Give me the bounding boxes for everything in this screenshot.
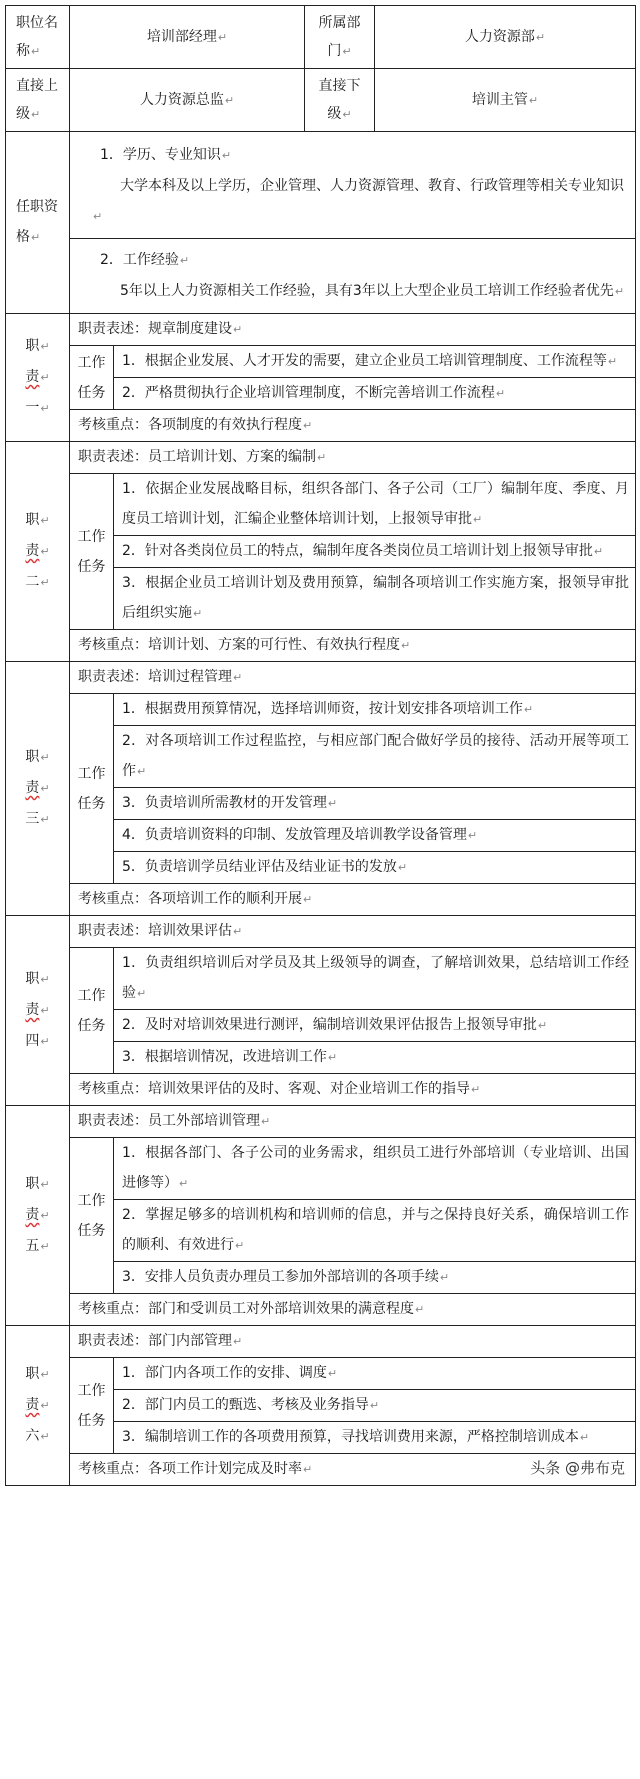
task-text: 1．依据企业发展战略目标，组织各部门、各子公司（工厂）编制年度、季度、月度员工培训计划，汇编企业整体培训计划，上报领导审批 <box>122 481 629 527</box>
task-text: 1．根据费用预算情况，选择培训师资，按计划安排各项培训工作 <box>122 701 523 717</box>
task-cell: 2．部门内员工的甄选、考核及业务指导↵ <box>114 1390 636 1422</box>
duty-desc-prefix: 职责表述： <box>78 923 148 939</box>
duty-focus-cell: 考核重点：各项工作计划完成及时率↵ <box>70 1454 636 1486</box>
duty-desc-cell: 职责表述：员工培训计划、方案的编制↵ <box>70 442 636 474</box>
watermark: 头条 @弗布克 <box>530 1459 625 1477</box>
duty-focus-text: 各项制度的有效执行程度 <box>148 417 302 433</box>
duty-focus-cell: 考核重点：各项培训工作的顺利开展↵ <box>70 884 636 916</box>
task-text: 2．掌握足够多的培训机构和培训师的信息，并与之保持良好关系，确保培训工作的顺利、有效进行 <box>122 1207 629 1253</box>
task-row <box>6 694 636 726</box>
duty-desc-cell: 职责表述：规章制度建设↵ <box>70 314 636 346</box>
duty-focus-cell: 考核重点：部门和受训员工对外部培训效果的满意程度↵ <box>70 1294 636 1326</box>
task-label-text: 工作任务 <box>77 765 106 812</box>
duty-focus-cell: 考核重点：各项制度的有效执行程度↵ <box>70 410 636 442</box>
job-description-document <box>5 5 635 1486</box>
subordinate-label-cell: 直接下级↵ <box>305 69 375 132</box>
duty-label-text: 六 <box>25 1428 40 1444</box>
duty-label-char: 一↵ <box>25 400 50 416</box>
task-cell: 3．根据企业员工培训计划及费用预算，编制各项培训工作实施方案，报领导审批后组织实施↵ <box>114 568 636 630</box>
task-label-cell <box>70 1138 114 1294</box>
duty-label-char: 六↵ <box>25 1428 50 1444</box>
duty-label-cell <box>6 314 70 442</box>
task-text: 5．负责培训学员结业评估及结业证书的发放 <box>122 859 397 875</box>
duty-desc-prefix: 职责表述： <box>78 1333 148 1349</box>
task-cell: 1．负责组织培训后对学员及其上级领导的调查，了解培训效果，总结培训工作经验↵ <box>114 948 636 1010</box>
duty-label-text: 责 <box>25 543 40 559</box>
duty-label-char: 五↵ <box>25 1238 50 1254</box>
task-cell: 2．针对各类岗位员工的特点，编制年度各类岗位员工培训计划上报领导审批↵ <box>114 536 636 568</box>
duty-label-text: 二 <box>25 574 40 590</box>
qualification-row-experience <box>6 239 636 314</box>
duty-label-text: 四 <box>25 1033 40 1049</box>
duty-focus-row <box>6 884 636 916</box>
task-text: 1．根据各部门、各子公司的业务需求，组织员工进行外部培训（专业培训、出国进修等） <box>122 1145 629 1191</box>
task-cell: 1．部门内各项工作的安排、调度↵ <box>114 1358 636 1390</box>
duty-focus-text: 培训效果评估的及时、客观、对企业培训工作的指导 <box>148 1081 470 1097</box>
task-text: 4．负责培训资料的印制、发放管理及培训教学设备管理 <box>122 827 467 843</box>
duty-label-text: 三 <box>25 811 40 827</box>
header-row-position <box>6 6 636 69</box>
duty-focus-prefix: 考核重点： <box>78 1081 148 1097</box>
duty-label-text: 责 <box>25 1207 40 1223</box>
task-label-text: 工作任务 <box>77 987 106 1034</box>
duty-focus-prefix: 考核重点： <box>78 637 148 653</box>
task-cell: 1．根据企业发展、人才开发的需要，建立企业员工培训管理制度、工作流程等↵ <box>114 346 636 378</box>
duty-label-char: 职↵ <box>25 971 50 987</box>
header-row-superior <box>6 69 636 132</box>
duty-focus-cell: 考核重点：培训效果评估的及时、客观、对企业培训工作的指导↵ <box>70 1074 636 1106</box>
task-cell: 3．负责培训所需教材的开发管理↵ <box>114 788 636 820</box>
duty-desc-row <box>6 916 636 948</box>
task-cell: 1．根据费用预算情况，选择培训师资，按计划安排各项培训工作↵ <box>114 694 636 726</box>
duty-label-char: 责↵ <box>25 1002 50 1018</box>
duty-label-text: 职 <box>25 338 40 354</box>
duty-label-cell <box>6 442 70 662</box>
duty-focus-row <box>6 630 636 662</box>
task-label-text: 工作任务 <box>77 1192 106 1239</box>
duty-label-text: 职 <box>25 749 40 765</box>
experience-text: 5年以上人力资源相关工作经验，具有3年以上大型企业员工培训工作经验者优先↵ <box>120 283 625 299</box>
education-text: 大学本科及以上学历，企业管理、人力资源管理、教育、行政管理等相关专业知识↵ <box>93 178 624 223</box>
task-label-cell <box>70 948 114 1074</box>
task-text: 2．对各项培训工作过程监控，与相应部门配合做好学员的接待、活动开展等项工作 <box>122 733 629 779</box>
subordinate-value-cell: 培训主管↵ <box>375 69 636 132</box>
duty-label-char: 职↵ <box>25 338 50 354</box>
superior-label-cell: 直接上级↵ <box>6 69 70 132</box>
position-value-cell: 培训部经理↵ <box>70 6 305 69</box>
task-label-cell <box>70 346 114 410</box>
task-cell: 1．根据各部门、各子公司的业务需求，组织员工进行外部培训（专业培训、出国进修等）↵ <box>114 1138 636 1200</box>
dept-label-cell: 所属部门↵ <box>305 6 375 69</box>
task-cell: 4．负责培训资料的印制、发放管理及培训教学设备管理↵ <box>114 820 636 852</box>
task-label-cell <box>70 694 114 884</box>
duty-label-text: 责 <box>25 1002 40 1018</box>
task-label-cell <box>70 474 114 630</box>
duty-focus-row <box>6 1074 636 1106</box>
qualification-row-education <box>6 132 636 239</box>
duty-desc-prefix: 职责表述： <box>78 1113 148 1129</box>
duty-desc-row <box>6 1326 636 1358</box>
duty-desc-prefix: 职责表述： <box>78 669 148 685</box>
duty-desc-row <box>6 1106 636 1138</box>
task-cell: 1．依据企业发展战略目标，组织各部门、各子公司（工厂）编制年度、季度、月度员工培训计划，汇编企业整体培训计划，上报领导审批↵ <box>114 474 636 536</box>
duty-desc-row <box>6 314 636 346</box>
duty-label-char: 职↵ <box>25 749 50 765</box>
duty-desc-row <box>6 442 636 474</box>
duty-desc-text: 部门内部管理 <box>148 1333 232 1349</box>
duty-focus-prefix: 考核重点： <box>78 417 148 433</box>
experience-title: 2．工作经验↵ <box>100 252 190 268</box>
duty-focus-row <box>6 1294 636 1326</box>
duty-label-char: 职↵ <box>25 1366 50 1382</box>
duty-label-char: 四↵ <box>25 1033 50 1049</box>
task-cell: 3．编制培训工作的各项费用预算，寻找培训费用来源，严格控制培训成本↵ <box>114 1422 636 1454</box>
duty-label-cell <box>6 1326 70 1486</box>
duty-focus-text: 培训计划、方案的可行性、有效执行程度 <box>148 637 400 653</box>
task-row <box>6 1138 636 1200</box>
task-label-cell <box>70 1358 114 1454</box>
duty-label-char: 职↵ <box>25 512 50 528</box>
duty-desc-prefix: 职责表述： <box>78 321 148 337</box>
task-text: 2．及时对培训效果进行测评，编制培训效果评估报告上报领导审批 <box>122 1017 537 1033</box>
duty-desc-cell: 职责表述：员工外部培训管理↵ <box>70 1106 636 1138</box>
duty-desc-prefix: 职责表述： <box>78 449 148 465</box>
duty-label-text: 职 <box>25 512 40 528</box>
task-text: 2．部门内员工的甄选、考核及业务指导 <box>122 1397 369 1413</box>
task-text: 1．根据企业发展、人才开发的需要，建立企业员工培训管理制度、工作流程等 <box>122 353 607 369</box>
task-cell: 2．掌握足够多的培训机构和培训师的信息，并与之保持良好关系，确保培训工作的顺利、有效进行↵ <box>114 1200 636 1262</box>
duty-focus-text: 部门和受训员工对外部培训效果的满意程度 <box>148 1301 414 1317</box>
task-cell: 2．严格贯彻执行企业培训管理制度，不断完善培训工作流程↵ <box>114 378 636 410</box>
duty-label-cell <box>6 662 70 916</box>
task-cell: 3．根据培训情况，改进培训工作↵ <box>114 1042 636 1074</box>
task-cell: 5．负责培训学员结业评估及结业证书的发放↵ <box>114 852 636 884</box>
task-text: 2．严格贯彻执行企业培训管理制度，不断完善培训工作流程 <box>122 385 495 401</box>
duty-focus-prefix: 考核重点： <box>78 891 148 907</box>
duty-label-char: 责↵ <box>25 543 50 559</box>
duty-desc-cell: 职责表述：培训效果评估↵ <box>70 916 636 948</box>
task-text: 3．根据企业员工培训计划及费用预算，编制各项培训工作实施方案，报领导审批后组织实施 <box>122 575 629 621</box>
education-title: 1．学历、专业知识↵ <box>100 147 232 163</box>
duty-label-char: 责↵ <box>25 1397 50 1413</box>
task-text: 2．针对各类岗位员工的特点，编制年度各类岗位员工培训计划上报领导审批 <box>122 543 593 559</box>
duty-focus-prefix: 考核重点： <box>78 1301 148 1317</box>
duty-label-char: 二↵ <box>25 574 50 590</box>
duty-label-char: 责↵ <box>25 1207 50 1223</box>
duty-focus-row <box>6 410 636 442</box>
duty-label-text: 职 <box>25 1366 40 1382</box>
duty-label-char: 责↵ <box>25 780 50 796</box>
duty-desc-text: 培训效果评估 <box>148 923 232 939</box>
qualification-label-cell: 任职资格↵ <box>6 132 70 314</box>
position-label-cell: 职位名称↵ <box>6 6 70 69</box>
task-text: 3．负责培训所需教材的开发管理 <box>122 795 327 811</box>
duty-desc-text: 员工培训计划、方案的编制 <box>148 449 316 465</box>
duty-desc-cell: 职责表述：部门内部管理↵ <box>70 1326 636 1358</box>
education-cell <box>70 132 636 239</box>
duty-desc-text: 培训过程管理 <box>148 669 232 685</box>
duty-label-text: 职 <box>25 971 40 987</box>
superior-value-cell: 人力资源总监↵ <box>70 69 305 132</box>
duty-desc-row <box>6 662 636 694</box>
duty-label-text: 责 <box>25 780 40 796</box>
duty-focus-text: 各项培训工作的顺利开展 <box>148 891 302 907</box>
task-text: 1．部门内各项工作的安排、调度 <box>122 1365 327 1381</box>
task-row <box>6 474 636 536</box>
task-row <box>6 1358 636 1390</box>
duty-focus-cell: 考核重点：培训计划、方案的可行性、有效执行程度↵ <box>70 630 636 662</box>
duty-label-text: 一 <box>25 400 40 416</box>
duty-label-char: 责↵ <box>25 369 50 385</box>
task-cell: 2．对各项培训工作过程监控，与相应部门配合做好学员的接待、活动开展等项工作↵ <box>114 726 636 788</box>
duty-label-text: 责 <box>25 369 40 385</box>
duty-label-cell <box>6 916 70 1106</box>
duty-focus-text: 各项工作计划完成及时率 <box>148 1461 302 1477</box>
duty-label-text: 责 <box>25 1397 40 1413</box>
duty-desc-cell: 职责表述：培训过程管理↵ <box>70 662 636 694</box>
job-description-table <box>5 5 636 1486</box>
task-row <box>6 346 636 378</box>
duty-label-cell <box>6 1106 70 1326</box>
duty-focus-prefix: 考核重点： <box>78 1461 148 1477</box>
duty-label-text: 职 <box>25 1176 40 1192</box>
task-text: 3．编制培训工作的各项费用预算，寻找培训费用来源，严格控制培训成本 <box>122 1429 579 1445</box>
duty-desc-text: 员工外部培训管理 <box>148 1113 260 1129</box>
task-cell: 3．安排人员负责办理员工参加外部培训的各项手续↵ <box>114 1262 636 1294</box>
task-label-text: 工作任务 <box>77 354 106 401</box>
task-text: 1．负责组织培训后对学员及其上级领导的调查，了解培训效果，总结培训工作经验 <box>122 955 629 1001</box>
task-cell: 2．及时对培训效果进行测评，编制培训效果评估报告上报领导审批↵ <box>114 1010 636 1042</box>
duty-label-char: 职↵ <box>25 1176 50 1192</box>
dept-value-cell: 人力资源部↵ <box>375 6 636 69</box>
duty-label-char: 三↵ <box>25 811 50 827</box>
task-label-text: 工作任务 <box>77 1382 106 1429</box>
task-row <box>6 948 636 1010</box>
experience-cell <box>70 239 636 314</box>
task-label-text: 工作任务 <box>77 528 106 575</box>
duty-desc-text: 规章制度建设 <box>148 321 232 337</box>
task-text: 3．安排人员负责办理员工参加外部培训的各项手续 <box>122 1269 439 1285</box>
duty-label-text: 五 <box>25 1238 40 1254</box>
task-text: 3．根据培训情况，改进培训工作 <box>122 1049 327 1065</box>
